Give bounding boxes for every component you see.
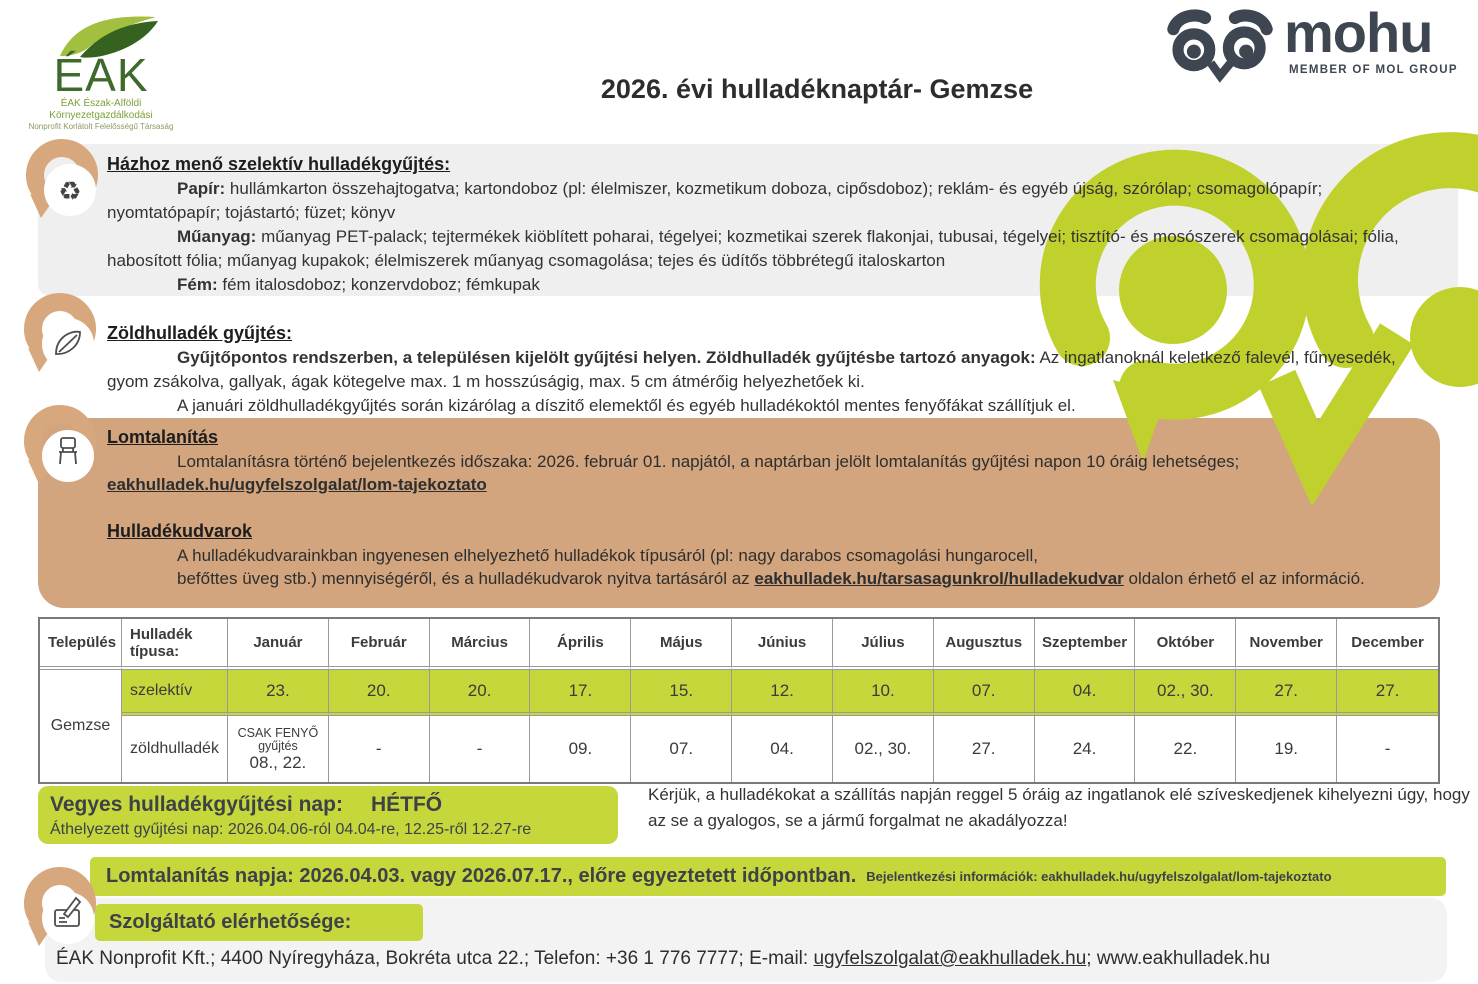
waste-type-cell: zöldhulladék [122,716,228,782]
bulky-line: Lomtalanításra történő bejelentkezés időszaka: 2026. február 01. napjától, a naptárban jelölt lomtalanítás gyűjtési napon 10 óráig lehetséges; [177,452,1240,471]
chair-badge [22,400,106,488]
bulky-info-link[interactable]: eakhulladek.hu/ugyfelszolgalat/lom-tajekoztato [107,475,487,494]
wasteyard-line: A hulladékudvarainkban ingyenesen elhelyezhető hulladékok típusáról (pl: nagy darabos csomagolási hungarocell, [177,546,1038,565]
eak-logo-subtitle: ÉAK Észak-Alföldi [60,98,142,109]
bulky-link-line [107,473,1365,496]
calendar-cell: 20. [430,670,531,716]
calendar-cell: 27. [1337,670,1438,716]
mohu-owl-icon [1164,8,1276,84]
selective-paper-line: Papír: hullámkarton összehajtogatva; kartondoboz (pl: élelmiszer, kozmetikum doboza, cipősdoboz); reklám- és egyéb újság, szórólap; csomagolópapír; [177,179,1323,198]
table-header-row [40,619,1438,670]
calendar-cell: - [1384,739,1391,758]
bulky-heading: Lomtalanítás [107,427,219,447]
leaf-badge [22,288,106,376]
month-header: Június [732,619,833,670]
calendar-cell: 17. [530,670,631,716]
month-header: Április [530,619,631,670]
calendar-cell: 19. [1236,716,1337,782]
wasteyard-heading: Hulladékudvarok [107,521,253,541]
mixed-day-box [38,786,618,844]
eak-logo-subtitle: Nonprofit Korlátolt Felelősségű Társaság [28,122,174,131]
settlement-cell: Gemzse [40,670,122,782]
table-row [40,670,1438,716]
bulky-day-info: Bejelentkezési információk: eakhulladek.hu/ugyfelszolgalat/lom-tajekoztato [866,869,1332,884]
provider-heading: Szolgáltató elérhetősége: [109,911,352,933]
month-header: November [1236,619,1337,670]
page-title: 2026. évi hulladéknaptár- Gemzse [600,74,1034,104]
month-header: Augusztus [934,619,1035,670]
calendar-cell: 04. [732,716,833,782]
month-header: Május [631,619,732,670]
calendar-cell: 07. [934,670,1035,716]
placement-notice: Kérjük, a hulladékokat a szállítás napján reggel 5 óráig az ingatlanok elé szíveskedjenek kihelyezni úgy, hogy az se a gyalogos, se a jármű forgalmat ne akadályozza! [648,785,1470,830]
calendar-cell: 24. [1035,716,1136,782]
eak-logo-subtitle: Környezetgazdálkodási [49,110,153,121]
greenwaste-line: gyom zsákolva, gallyak, ágak kötegelve max. 1 m hosszúságig, max. 5 cm átmérőig helyezhetőek ki. [107,372,865,391]
mixed-day-value: HÉTFŐ [370,793,443,816]
month-header: Október [1135,619,1236,670]
selective-metal-line: Fém: fém italosdoboz; konzervdoboz; fémkupak [177,275,540,294]
wasteyard-line: befőttes üveg stb.) mennyiségéről, és a hulladékudvarok nyitva tartásáról az eakhulladek.hu/tarsasagunkrol/hulladekudvar oldalon érhető el az információ. [177,569,1365,588]
selective-plastic-line: habosított fólia; műanyag kupakok; élelmiszerek műanyag csomagolása; tejes és üdítős többrétegű italoskarton [107,251,946,270]
contact-badge [22,862,106,950]
footer-contact [56,948,1270,970]
mohu-tagline: MEMBER OF MOL GROUP [1289,64,1458,76]
greenwaste-line: A januári zöldhulladékgyűjtés során kizárólag a díszitő elemektől és egyéb hulladékoktól mentes fenyőfákat szállítjuk el. [177,396,1076,415]
month-header: December [1337,619,1438,670]
month-header: Február [329,619,430,670]
footer-contact-text: ÉAK Nonprofit Kft.; 4400 Nyíregyháza, Bokréta utca 22.; Telefon: +36 1 776 7777; E-mail: [56,948,814,969]
recycle-icon: ♻ [58,177,82,207]
selective-paper-line: nyomtatópapír; tojástartó; füzet; könyv [107,203,396,222]
calendar-cell: 27. [934,716,1035,782]
provider-heading-box [95,904,423,941]
month-header: Január [228,619,329,670]
calendar-cell: 22. [1135,716,1236,782]
calendar-cell: 10. [833,670,934,716]
settlement-header: Település [40,619,122,670]
footer-email-link[interactable]: ugyfelszolgalat@eakhulladek.hu [813,948,1087,969]
selective-plastic-line: Műanyag: műanyag PET-palack; tejtermékek kiöblített poharai, tégelyei; kozmetikai szerek flakonjai, tubusai, tégelyei; tisztító- és mosószerek csomagolásai; fólia, [177,227,1399,246]
section-selective-text [107,151,1399,297]
month-header: Március [430,619,531,670]
greenwaste-heading: Zöldhulladék gyűjtés: [107,323,293,343]
wasteyard-info-link[interactable]: eakhulladek.hu/tarsasagunkrol/hulladekudvar [754,569,1124,588]
selective-heading: Házhoz menő szelektív hulladékgyűjtés: [107,154,451,174]
month-header: Július [833,619,934,670]
waste-type-cell: szelektív [122,670,228,716]
calendar-cell: 09. [530,716,631,782]
calendar-cell: 12. [732,670,833,716]
mixed-day-label: Vegyes hulladékgyűjtési nap: [50,793,343,816]
month-header: Szeptember [1035,619,1136,670]
footer-website-text: ; www.eakhulladek.hu [1086,948,1271,969]
section-greenwaste-text [107,320,1396,418]
bulky-day-bar [90,857,1446,896]
collection-calendar-table [38,617,1440,784]
calendar-cell: 04. [1035,670,1136,716]
calendar-cell: - [430,716,531,782]
calendar-cell: 27. [1236,670,1337,716]
recycle-badge [24,134,108,222]
calendar-cell: 02., 30. [833,716,934,782]
greenwaste-intro-line: Gyűjtőpontos rendszerben, a településen kijelölt gyűjtési helyen. Zöldhulladék gyűjtésbe tartozó anyagok: Az ingatlanoknál keletkező falevél, fűnyesedék, [177,348,1396,367]
calendar-cell: 07. [631,716,732,782]
section-bulky-text [107,424,1365,590]
calendar-cell: 23. [228,670,329,716]
calendar-cell: 15. [631,670,732,716]
calendar-cell: - [329,716,430,782]
waste-type-header: Hulladék típusa: [122,619,228,670]
calendar-cell: 20. [329,670,430,716]
eak-logo: ÉAK [53,49,149,101]
calendar-cell: 02., 30. [1135,670,1236,716]
bulky-day-text: Lomtalanítás napja: 2026.04.03. vagy 2026.07.17., előre egyeztetett időpontban. [106,865,857,887]
mohu-wordmark: mohu [1284,1,1433,64]
table-row [40,716,1438,782]
moved-day-note: Áthelyezett gyűjtési nap: 2026.04.06-ról 04.04-re, 12.25-ről 12.27-re [50,821,532,838]
calendar-cell: CSAK FENYŐ gyűjtés 08., 22. [228,716,329,782]
